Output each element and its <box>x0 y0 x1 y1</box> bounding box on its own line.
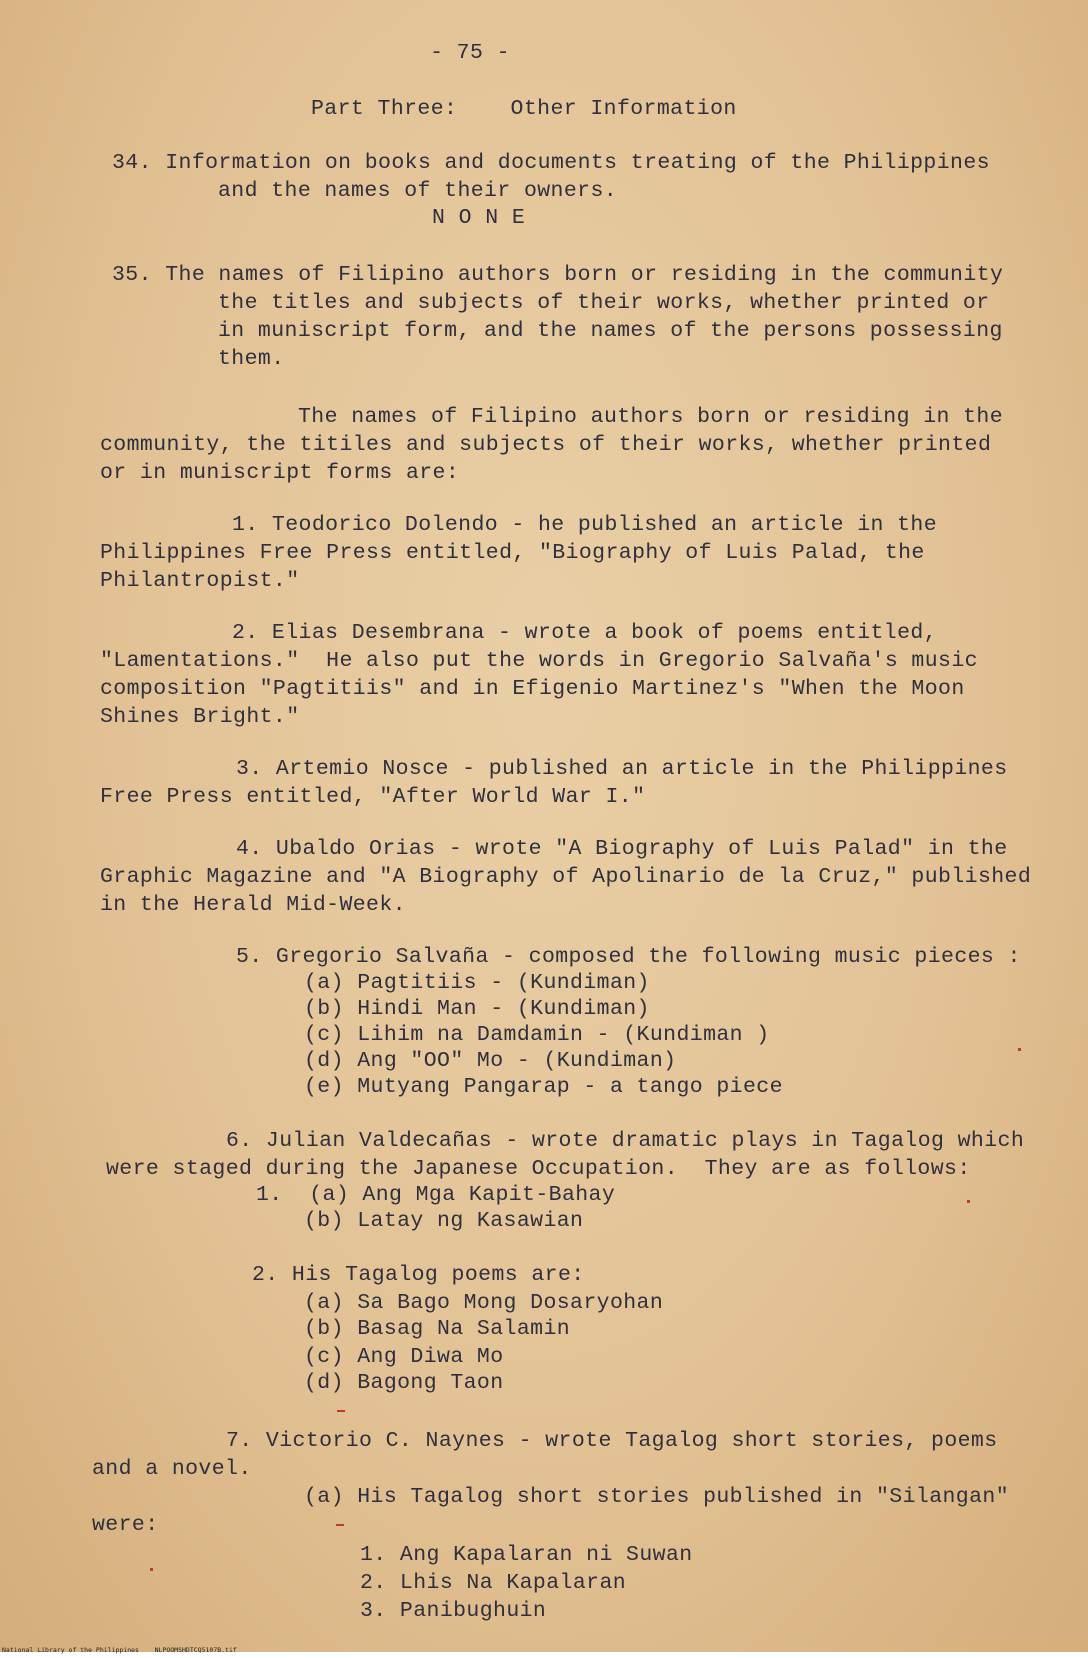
author1-line2: Philippines Free Press entitled, "Biography of Luis Palad, the <box>100 541 925 565</box>
item34-answer: N O N E <box>432 206 526 230</box>
item34-line1: 34. Information on books and documents treating of the Philippines <box>112 151 990 175</box>
item35-line2: the titles and subjects of their works, whether printed or <box>218 291 990 315</box>
author5-piece-d: (d) Ang "OO" Mo - (Kundiman) <box>304 1049 677 1073</box>
author5-line1: 5. Gregorio Salvaña - composed the following music pieces : <box>236 945 1021 969</box>
author1-line1: 1. Teodorico Dolendo - he published an article in the <box>232 513 938 537</box>
author6-poem-c: (c) Ang Diwa Mo <box>304 1345 504 1369</box>
author6-poems-heading: 2. His Tagalog poems are: <box>252 1263 585 1287</box>
author6-play-b: (b) Latay ng Kasawian <box>304 1209 584 1233</box>
author6-poem-d: (d) Bagong Taon <box>304 1371 504 1395</box>
author2-line2: "Lamentations." He also put the words in Gregorio Salvaña's music <box>100 649 978 673</box>
page-number: - 75 - <box>430 41 510 65</box>
intro-line1: The names of Filipino authors born or residing in the <box>298 405 1004 429</box>
author6-poem-b: (b) Basag Na Salamin <box>304 1317 571 1341</box>
ink-mark <box>1018 1048 1021 1051</box>
ink-mark <box>150 1568 153 1571</box>
ink-mark <box>967 1200 970 1203</box>
author3-line1: 3. Artemio Nosce - published an article in the Philippines <box>236 757 1008 781</box>
author4-line2: Graphic Magazine and "A Biography of Apolinario de la Cruz," published <box>100 865 1032 889</box>
author7-line1: 7. Victorio C. Naynes - wrote Tagalog short stories, poems <box>226 1429 998 1453</box>
author2-line1: 2. Elias Desembrana - wrote a book of poems entitled, <box>232 621 938 645</box>
author7-story-3: 3. Panibughuin <box>360 1599 547 1623</box>
author5-piece-a: (a) Pagtitiis - (Kundiman) <box>304 971 650 995</box>
ink-mark <box>337 1410 345 1412</box>
author7-story-1: 1. Ang Kapalaran ni Suwan <box>360 1543 693 1567</box>
part-heading: Part Three: Other Information <box>311 97 737 121</box>
author6-line1: 6. Julian Valdecañas - wrote dramatic plays in Tagalog which <box>226 1129 1025 1153</box>
author5-piece-e: (e) Mutyang Pangarap - a tango piece <box>304 1075 783 1099</box>
author7-sub-a-cont: were: <box>92 1513 159 1537</box>
item35-line4: them. <box>218 347 285 371</box>
item35-line3: in muniscript form, and the names of the persons possessing <box>218 319 1003 343</box>
author5-piece-c: (c) Lihim na Damdamin - (Kundiman ) <box>304 1023 770 1047</box>
author4-line1: 4. Ubaldo Orias - wrote "A Biography of Luis Palad" in the <box>236 837 1008 861</box>
author6-poem-a: (a) Sa Bago Mong Dosaryohan <box>304 1291 664 1315</box>
item34-line2: and the names of their owners. <box>218 179 618 203</box>
author3-line2: Free Press entitled, "After World War I." <box>100 785 646 809</box>
ink-mark <box>336 1524 344 1526</box>
author4-line3: in the Herald Mid-Week. <box>100 893 406 917</box>
author7-sub-a: (a) His Tagalog short stories published in "Silangan" <box>304 1485 1010 1509</box>
author7-story-2: 2. Lhis Na Kapalaran <box>360 1571 627 1595</box>
author5-piece-b: (b) Hindi Man - (Kundiman) <box>304 997 650 1021</box>
author7-line2: and a novel. <box>92 1457 252 1481</box>
author6-play-a: 1. (a) Ang Mga Kapit-Bahay <box>256 1183 616 1207</box>
author2-line4: Shines Bright." <box>100 705 300 729</box>
item35-line1: 35. The names of Filipino authors born or residing in the community <box>112 263 1004 287</box>
author2-line3: composition "Pagtitiis" and in Efigenio Martinez's "When the Moon <box>100 677 965 701</box>
footer-caption: National Library of the Philippines NLPOOMSHDTCQ5107B.tif <box>2 1646 237 1654</box>
intro-line2: community, the titiles and subjects of their works, whether printed <box>100 433 992 457</box>
author6-line2: were staged during the Japanese Occupation. They are as follows: <box>106 1157 971 1181</box>
intro-line3: or in muniscript forms are: <box>100 461 460 485</box>
author1-line3: Philantropist." <box>100 569 300 593</box>
